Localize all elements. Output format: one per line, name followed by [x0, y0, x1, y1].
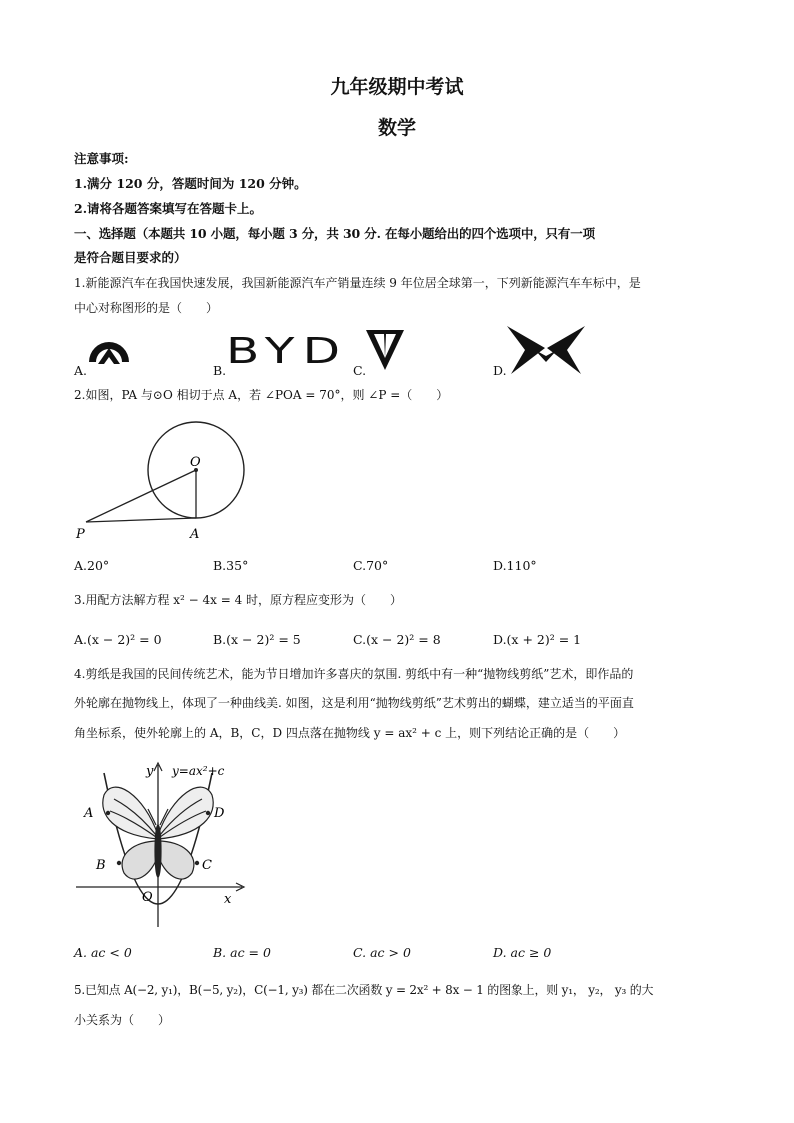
q4-stem-cont: 外轮廓在抛物线上，体现了一种曲线美. 如图，这是利用“抛物线剪纸”艺术剪出的蝴蝶，建立适当的平面直 — [74, 696, 634, 710]
q1-option-c: C. — [353, 363, 367, 378]
q4-option-b: B. ac = 0 — [213, 945, 271, 960]
q5-stem-cont: 小关系为（ ） — [74, 1013, 171, 1027]
section-heading: 一、选择题（本题共 10 小题，每小题 3 分，共 30 分. 在每小题给出的四个选项中，只有一项 — [74, 226, 595, 241]
q2-figure — [74, 410, 254, 550]
q3-option-b: B.(x − 2)² = 5 — [213, 632, 301, 647]
q1-option-b: B. — [213, 363, 227, 378]
point-d — [206, 811, 210, 815]
q2-stem: 2.如图，PA 与⊙O 相切于点 A，若 ∠POA = 70°，则 ∠P =（ ） — [74, 388, 449, 402]
label-o: O — [190, 455, 201, 470]
q3-option-c: C.(x − 2)² = 8 — [353, 632, 441, 647]
q5-stem: 5.已知点 A(−2, y₁)，B(−5, y₂)，C(−1, y₃) 都在二次函数 y = 2x² + 8x − 1 的图象上，则 y₁， y₂， y₃ 的大 — [74, 983, 654, 997]
q3-stem: 3.用配方法解方程 x² − 4x = 4 时，原方程应变形为（ ） — [74, 593, 403, 607]
q3-option-a: A.(x − 2)² = 0 — [74, 632, 162, 647]
q4-figure — [74, 755, 254, 935]
label-a: A — [190, 527, 200, 542]
triangle-logo — [364, 328, 406, 372]
q2-option-c: C.70° — [353, 558, 389, 573]
q1-option-d: D. — [493, 363, 507, 378]
q4-option-a: A. ac < 0 — [74, 945, 132, 960]
q2-option-b: B.35° — [213, 558, 249, 573]
q4-stem-cont2: 角坐标系，使外轮廓上的 A，B，C，D 四点落在抛物线 y = ax² + c 上，则下列结论正确的是（ ） — [74, 726, 626, 740]
note-item: 2.请将各题答案填写在答题卡上。 — [74, 201, 263, 216]
point-b — [117, 861, 121, 865]
label-x: x — [224, 892, 232, 907]
note-item: 1.满分 120 分，答题时间为 120 分钟。 — [74, 176, 307, 191]
q1-stem-cont: 中心对称图形的是（ ） — [74, 301, 219, 315]
q4-option-d: D. ac ≥ 0 — [493, 945, 552, 960]
label-eq: y=ax²+c — [172, 764, 225, 778]
byd-logo-text: BYD — [226, 331, 349, 372]
point-a — [106, 811, 110, 815]
q2-option-d: D.110° — [493, 558, 537, 573]
label-o: O — [142, 890, 153, 905]
section-heading-cont: 是符合题目要求的） — [74, 250, 187, 265]
byd-logo — [226, 331, 349, 372]
label-c: C — [202, 858, 212, 873]
exam-title: 九年级期中考试 — [330, 76, 464, 98]
label-d: D — [214, 806, 225, 821]
q4-stem: 4.剪纸是我国的民间传统艺术，能为节日增加许多喜庆的氛围. 剪纸中有一种“抛物线剪纸”艺术，即作品的 — [74, 667, 634, 681]
q4-option-c: C. ac > 0 — [353, 945, 411, 960]
q2-option-a: A.20° — [74, 558, 110, 573]
q3-option-d: D.(x + 2)² = 1 — [493, 632, 582, 647]
subject-title: 数学 — [377, 117, 416, 139]
xpeng-logo — [505, 324, 587, 376]
nio-logo — [86, 332, 132, 372]
point-c — [195, 861, 199, 865]
q1-stem: 1.新能源汽车在我国快速发展，我国新能源汽车产销量连续 9 年位居全球第一，下列新能源汽车车标中，是 — [74, 276, 641, 290]
label-b: B — [96, 858, 106, 873]
label-a: A — [84, 806, 94, 821]
q1-option-a: A. — [74, 363, 88, 378]
segment-po — [86, 470, 196, 522]
notes-heading: 注意事项: — [74, 151, 129, 166]
label-p: P — [76, 527, 85, 542]
segment-pa — [86, 518, 196, 522]
label-y: y — [146, 764, 154, 779]
